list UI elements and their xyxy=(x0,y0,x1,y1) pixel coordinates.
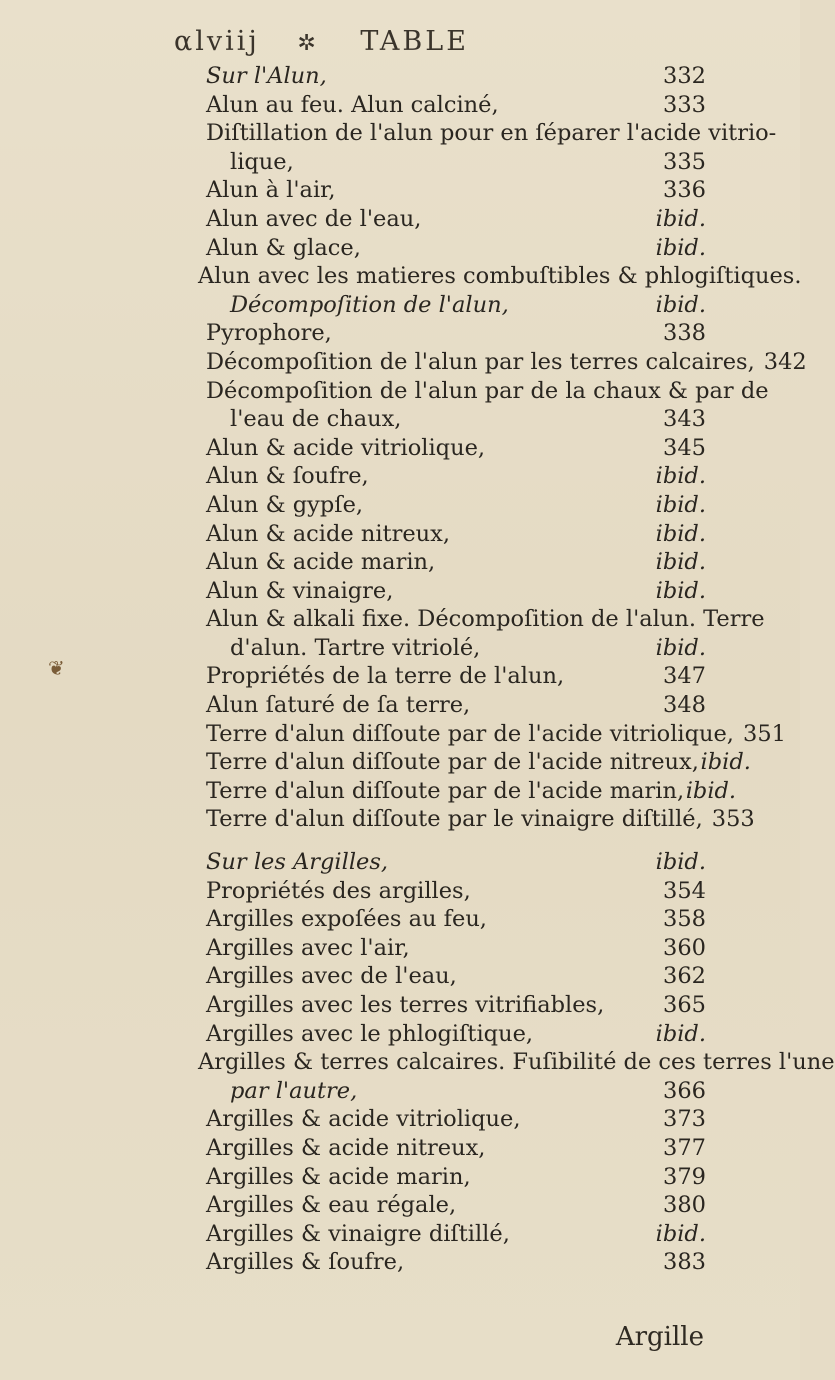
toc-entry xyxy=(206,962,706,991)
entry-text: Alun & acide marin, xyxy=(206,549,436,576)
toc-entry xyxy=(206,491,706,520)
entry-text: Alun & vinaigre, xyxy=(206,577,394,604)
entry-page: 354 xyxy=(663,877,706,904)
entry-page: ibid. xyxy=(685,777,737,804)
entry-text: Terre d'alun diſſoute par de l'acide marin, xyxy=(206,777,685,804)
toc-entry xyxy=(198,1048,835,1077)
entry-text: d'alun. Tartre vitriolé, xyxy=(230,634,481,661)
entry-page: 333 xyxy=(663,91,706,118)
toc-entry xyxy=(206,119,777,148)
page-title: TABLE xyxy=(360,26,469,57)
entry-page: 358 xyxy=(663,906,706,933)
toc-entry xyxy=(206,291,706,320)
toc-entry xyxy=(206,405,706,434)
entry-text: Argilles avec les terres vitrifiables, xyxy=(206,992,605,1018)
toc-entry xyxy=(206,1134,706,1163)
entry-page: 373 xyxy=(663,1106,706,1133)
entry-page: ibid. xyxy=(655,1020,706,1047)
toc-entry xyxy=(206,934,706,963)
toc-entry xyxy=(206,720,786,749)
toc-entry xyxy=(206,1163,706,1192)
entry-page: ibid. xyxy=(655,291,706,318)
entry-text: Alun & gypſe, xyxy=(206,491,364,518)
toc-entry xyxy=(206,434,706,463)
entry-text: Terre d'alun diſſoute par de l'acide vitriolique, xyxy=(206,720,734,747)
entry-text: Alun avec les matieres combuſtibles & phlogiſtiques. xyxy=(198,263,802,290)
entry-text: Alun avec de l'eau, xyxy=(206,205,422,232)
entry-page: 345 xyxy=(663,434,706,461)
entry-text: par l'autre, xyxy=(230,1077,358,1104)
entry-page: 335 xyxy=(663,148,706,175)
entry-page: 336 xyxy=(663,177,706,204)
entry-page: 383 xyxy=(663,1249,706,1276)
entry-text: Argilles & vinaigre diſtillé, xyxy=(206,1220,510,1247)
entry-page: 377 xyxy=(663,1134,706,1161)
entry-page: 351 xyxy=(743,720,786,747)
entry-page: 347 xyxy=(663,663,706,690)
toc-entry xyxy=(206,148,706,177)
entry-page: ibid. xyxy=(655,849,706,876)
entry-text: Argilles & acide marin, xyxy=(206,1163,471,1190)
toc-entry xyxy=(206,662,706,691)
toc-entry xyxy=(206,462,706,491)
toc-entry xyxy=(206,748,751,777)
entry-page: 380 xyxy=(663,1192,706,1219)
entry-page: ibid. xyxy=(655,1220,706,1247)
toc-entry xyxy=(206,905,706,934)
entry-text: Décompoſition de l'alun, xyxy=(230,291,509,318)
entry-page: ibid. xyxy=(655,520,706,547)
entry-page: 379 xyxy=(663,1163,706,1190)
entry-page: ibid. xyxy=(655,634,706,661)
entry-page: 338 xyxy=(663,320,706,347)
entry-text: Argilles & acide vitriolique, xyxy=(206,1106,521,1133)
entry-page: 348 xyxy=(663,692,706,719)
toc-entry xyxy=(206,548,706,577)
entry-page: ibid. xyxy=(655,577,706,604)
toc-entry xyxy=(198,262,802,291)
entry-text: Alun & alkali fixe. Décompoſition de l'alun. Terre xyxy=(206,606,765,633)
entry-page: 343 xyxy=(663,406,706,433)
toc-entry xyxy=(206,176,706,205)
toc-entry xyxy=(206,1105,706,1134)
entry-page: ibid. xyxy=(700,749,751,776)
toc-entry xyxy=(206,848,706,877)
entry-text: Alun & acide nitreux, xyxy=(206,520,450,547)
catchword: Argille xyxy=(615,1322,704,1352)
entry-page: ibid. xyxy=(655,205,706,232)
entry-text: Sur l'Alun, xyxy=(206,63,327,89)
toc-entry xyxy=(206,877,706,906)
ornament-icon: ✲ xyxy=(297,31,319,56)
entry-text: Terre d'alun diſſoute par le vinaigre diſtillé, xyxy=(206,806,703,833)
toc-entry xyxy=(206,777,737,806)
entry-text: Argilles expoſées au feu, xyxy=(206,906,487,933)
entry-text: Argilles avec de l'eau, xyxy=(206,963,457,990)
entry-text: Argilles & ſoufre, xyxy=(206,1249,405,1276)
entry-page: ibid. xyxy=(655,463,706,490)
entry-text: Argilles & eau régale, xyxy=(206,1192,457,1219)
entry-text: Diſtillation de l'alun pour en ſéparer l'acide vitrio- xyxy=(206,120,777,147)
running-header xyxy=(174,26,469,57)
entry-text: l'eau de chaux, xyxy=(230,406,402,433)
toc-entry xyxy=(206,691,706,720)
toc-entry xyxy=(206,319,706,348)
toc-entry xyxy=(206,577,706,606)
entry-page: 365 xyxy=(663,992,706,1018)
toc-entry xyxy=(206,1020,706,1049)
entry-text: Pyrophore, xyxy=(206,320,332,347)
page-number: αlviij xyxy=(174,26,260,57)
toc-entry xyxy=(206,234,706,263)
toc-entry xyxy=(206,634,706,663)
entry-page: ibid. xyxy=(655,549,706,576)
toc-entry xyxy=(206,991,706,1020)
entry-page: 362 xyxy=(663,963,706,990)
entry-page: ibid. xyxy=(655,491,706,518)
entry-page: 366 xyxy=(663,1077,706,1104)
toc-entry xyxy=(206,520,706,549)
entry-text: Argilles avec l'air, xyxy=(206,934,410,961)
toc-entry xyxy=(206,205,706,234)
toc-entry xyxy=(206,348,807,377)
entry-text: Décompoſition de l'alun par de la chaux & par de xyxy=(206,377,769,404)
entry-text: lique, xyxy=(230,148,294,175)
toc-entry xyxy=(206,605,765,634)
entry-text: Sur les Argilles, xyxy=(206,849,389,876)
margin-pencil-mark: ❦ xyxy=(48,656,65,680)
entry-page: 332 xyxy=(663,63,706,89)
entry-text: Argilles & terres calcaires. Fuſibilité de ces terres l'une xyxy=(198,1049,835,1076)
entry-text: Alun & ſoufre, xyxy=(206,463,369,490)
toc-entry xyxy=(206,1191,706,1220)
toc-entry xyxy=(206,91,706,120)
entry-page: ibid. xyxy=(655,234,706,261)
toc-entry xyxy=(206,1077,706,1106)
entry-text: Terre d'alun diſſoute par de l'acide nitreux, xyxy=(206,749,699,776)
entry-text: Argilles & acide nitreux, xyxy=(206,1134,486,1161)
entry-text: Alun ſaturé de ſa terre, xyxy=(206,692,471,719)
entry-text: Décompoſition de l'alun par les terres calcaires, xyxy=(206,348,755,375)
toc-entry xyxy=(206,1248,706,1277)
toc-entry xyxy=(206,805,755,834)
entry-text: Alun & glace, xyxy=(206,234,361,261)
entry-page: 353 xyxy=(711,806,755,833)
table-of-contents xyxy=(198,62,835,1277)
toc-entry xyxy=(206,1220,706,1249)
entry-text: Argilles avec le phlogiſtique, xyxy=(206,1020,534,1047)
toc-entry xyxy=(206,62,706,91)
entry-text: Alun à l'air, xyxy=(206,177,336,204)
entry-text: Propriétés des argilles, xyxy=(206,877,471,904)
toc-entry xyxy=(206,377,769,406)
entry-page: 342 xyxy=(763,348,807,375)
entry-text: Alun & acide vitriolique, xyxy=(206,434,486,461)
entry-text: Propriétés de la terre de l'alun, xyxy=(206,663,565,690)
entry-text: Alun au feu. Alun calciné, xyxy=(206,91,499,118)
entry-page: 360 xyxy=(663,934,706,961)
